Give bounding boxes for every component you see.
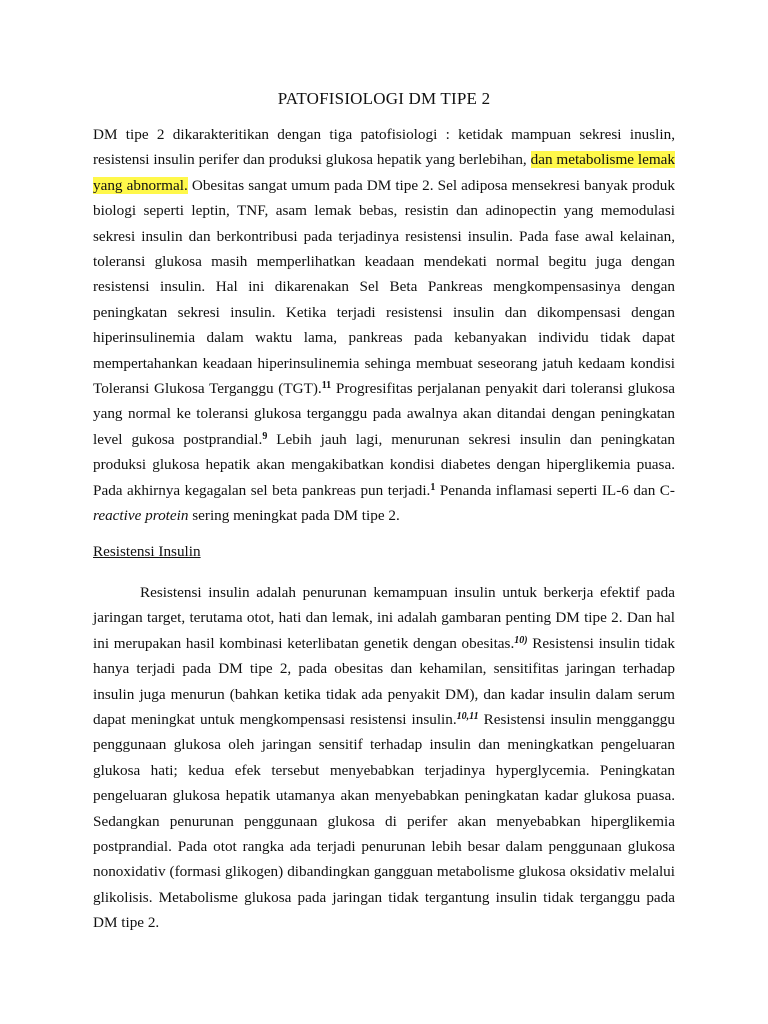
page-title: PATOFISIOLOGI DM TIPE 2: [277, 89, 491, 108]
text-segment: Lebih jauh lagi, menurunan sekresi insulin dan peningkatan produksi glukosa hepatik akan mengakibatkan kondisi diabetes dengan hiperglikemia puasa. Pada akhirnya kegagalan sel beta pankreas pun terjadi.: [93, 430, 675, 499]
text-segment: Resistensi insulin adalah penurunan kemampuan insulin untuk berkerja efektif pada jaringan target, terutama otot, hati dan lemak, ini adalah gambaran penting DM tipe 2. Dan hal ini merupakan hasil kombinasi keterlibatan genetik dengan obesitas.: [93, 584, 675, 652]
text-segment: Obesitas sangat umum pada DM tipe 2. Sel adiposa mensekresi banyak produk biologi seperti leptin, TNF, asam lemak bebas, resistin dan adinopectin yang memodulasi sekresi insulin dan berkontribusi pada terjadinya resistensi insulin. Pada fase awal kelainan, toleransi glukosa masih memperlihatkan keadaan mendekati normal begitu juga dengan resistensi insulin. Hal ini dikarenakan Sel Beta Pankreas mengkompensasinya dengan peningkatan sekresi insulin. Ketika terjadi resistensi insulin dan dikompensasi dengan hiperinsulinemia dalam waktu lama, pankreas pada kebanyakan individu tidak dapat mempertahankan keadaan hiperinsulinemia sehinga membuat seseorang jatuh kedaam kondisi Toleransi Glukosa Terganggu (TGT).: [93, 176, 675, 398]
italic-term: reactive protein: [93, 507, 189, 525]
text-segment: DM tipe 2 dikarakteritikan dengan tiga patofisiologi : ketidak mampuan sekresi inuslin, resistensi insulin perifer dan produksi glukosa hepatik yang berlebihan,: [93, 126, 675, 169]
citation-ref: 10,11: [456, 711, 479, 723]
text-segment: Progresifitas perjalanan penyakit dari toleransi glukosa yang normal ke toleransi glukosa terganggu pada awalnya akan ditandai dengan peningkatan level gukosa postprandial.: [93, 380, 675, 448]
text-segment: Resistensi insulin mengganggu penggunaan glukosa oleh jaringan sensitif terhadap insulin dan meningkatkan pengeluaran glukosa hati; kedua efek tersebut menyebabkan terjadinya hyperglycemia. Peningkatan pengeluaran glukosa hepatik utamanya akan menyebabkan peningkatan kadar glukosa puasa. Sedangkan penurunan penggunaan glukosa di perifer akan menyebabkan hiperglikemia postprandial. Pada otot rangka ada terjadi penurunan lebih besar dalam penggunaan glukosa nonoxidativ (formasi glikogen) dibandingkan gangguan metabolisme glukosa oksidativ melalui glikolisis. Metabolisme glukosa pada jaringan tidak tergantung insulin tidak terganggu pada DM tipe 2.: [93, 711, 675, 932]
section-heading: Resistensi Insulin: [93, 543, 201, 560]
text-segment: sering meningkat pada DM tipe 2.: [188, 507, 400, 525]
citation-ref: 1: [430, 481, 436, 493]
text-segment: Resistensi insulin tidak hanya terjadi pada DM tipe 2, pada obesitas dan kehamilan, sensitifitas jaringan terhadap insulin juga menurun (bahkan ketika tidak ada penyakit DM), dan kadar insulin dalam serum dapat meningkat untuk mengkompensasi resistensi insulin.: [93, 634, 675, 729]
citation-ref: 10): [514, 634, 528, 646]
highlighted-text: dan metabolisme lemak yang abnormal.: [93, 151, 675, 194]
paragraph-insulin-resistance: [93, 580, 675, 936]
citation-ref: 9: [262, 430, 268, 442]
text-segment: Penanda inflamasi seperti IL-6 dan C-: [435, 481, 675, 499]
citation-ref: 11: [321, 380, 332, 392]
paragraph-pathophysiology: [93, 122, 675, 529]
